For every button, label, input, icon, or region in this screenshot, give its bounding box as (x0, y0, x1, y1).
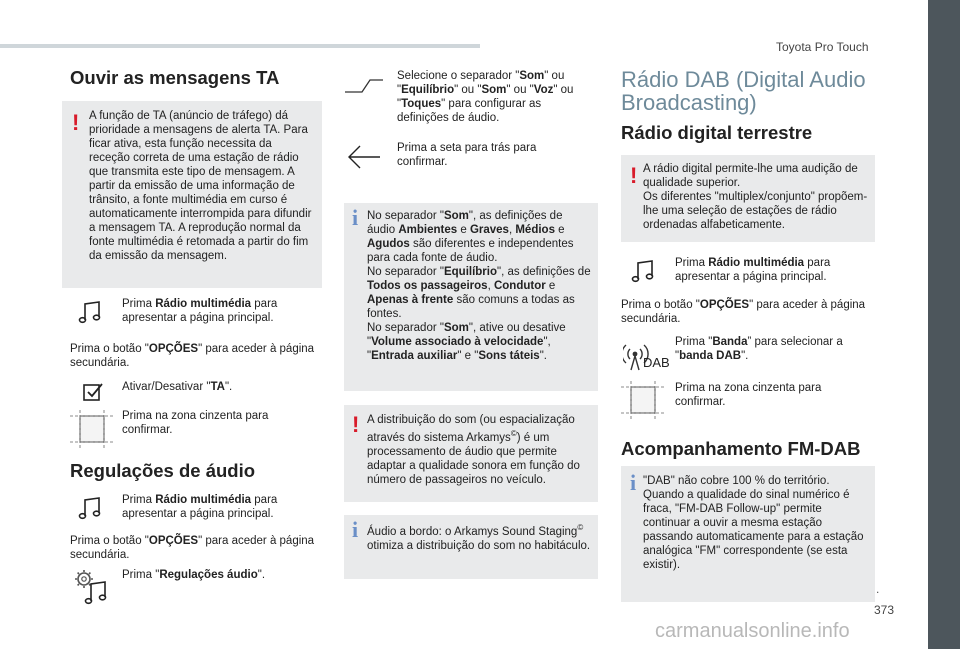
text: ) é um processamento de áudio que permite adaptar a qualidade sonora em função do número de passageiros no veículo. (367, 431, 580, 486)
text: , (508, 224, 516, 236)
step-options (70, 342, 320, 370)
text: , (487, 280, 494, 292)
grey-zone-icon (70, 410, 114, 448)
info-icon: i (352, 205, 359, 230)
text: Prima " (675, 336, 713, 348)
info-text-sound (367, 209, 591, 363)
text: ", ative ou desative " (367, 322, 566, 348)
step-audio-settings (122, 568, 265, 582)
text: " ou " (397, 84, 574, 110)
text-bold: Rádio multimédia (155, 494, 252, 506)
warning-icon: ! (72, 110, 80, 135)
info-icon: i (352, 517, 359, 542)
side-tab (928, 0, 960, 649)
text: © (577, 523, 584, 532)
text: ". (224, 381, 233, 393)
text-bold: Apenas à frente (367, 294, 454, 306)
continue-dot: . (876, 582, 880, 596)
text: © (510, 429, 517, 438)
text-bold: Rádio multimédia (708, 257, 805, 269)
text: Prima o botão " (70, 343, 149, 355)
warning-icon: ! (630, 163, 638, 188)
watermark: carmanualsonline.info (655, 620, 850, 642)
text: Prima (122, 298, 156, 310)
music-note-icon (76, 298, 104, 326)
text: No separador " (367, 210, 444, 222)
text-bold: Som (481, 84, 507, 96)
text: " para aceder à página secundária. (70, 535, 315, 561)
text: são diferentes e independentes para cada fonte de áudio. (367, 238, 574, 264)
text: " ou " (397, 70, 565, 96)
tab-icon (344, 76, 384, 96)
text: ", " (367, 336, 551, 362)
text: Os diferentes "multiplex/conjunto" propõem-lhe uma seleção de estações de rádio ordenadas alfabeticamente. (643, 191, 868, 231)
step-back-confirm: Prima a seta para trás para confirmar. (397, 142, 537, 168)
step-toggle-ta (122, 380, 232, 394)
text-bold: Toques (401, 98, 442, 110)
text-bold: TA (210, 381, 225, 393)
warning-text-ta: A função de TA (anúncio de tráfego) dá prioridade a mensagens de alerta TA. Para ficar ativa, esta função necessita da receção correta de uma estação de rádio que transmita este tipo de mensagem. A partir da emissão de uma informação de trânsito, a fonte multimédia em curso é automaticamente interrompida para difundir a mensagem TA. A reprodução normal da fonte multimédia é retomada a partir do fim da emissão da mensagem. (89, 110, 312, 262)
warning-text-arkamys (367, 413, 591, 487)
grey-zone-icon (621, 381, 665, 419)
text: ” para selecionar a " (675, 336, 843, 362)
text: " ou " (506, 84, 534, 96)
music-note-icon (629, 257, 657, 285)
text: No separador " (367, 322, 444, 334)
text: e (554, 224, 565, 236)
text: Prima o botão " (621, 299, 700, 311)
dab-icon-label: DAB (643, 355, 670, 370)
text: A distribuição do som (ou espacialização através do sistema Arkamys (367, 414, 575, 444)
step-band (675, 335, 875, 363)
running-header: Toyota Pro Touch (776, 40, 869, 54)
info-icon: i (630, 470, 637, 495)
text-bold: Regulações áudio (159, 569, 258, 581)
checkbox-icon (82, 381, 104, 403)
text-bold: banda DAB (679, 350, 742, 362)
step-confirm-ta: Prima na zona cinzenta para confirmar. (122, 410, 269, 436)
text-bold: Médios (515, 224, 555, 236)
text: para apresentar a página principal. (675, 257, 831, 283)
text: " para aceder à página secundária. (621, 299, 866, 325)
text-bold: Todos os passageiros (367, 280, 488, 292)
step-confirm-dab: Prima na zona cinzenta para confirmar. (675, 382, 822, 408)
page-number: 373 (874, 603, 895, 617)
text: " para configurar as definições de áudio. (397, 98, 542, 124)
text: Prima " (122, 569, 160, 581)
text-bold: Voz (533, 84, 554, 96)
step-open-radio-dab (675, 256, 875, 284)
text: Áudio a bordo: o Arkamys Sound Staging (367, 525, 578, 538)
text: No separador " (367, 266, 444, 278)
text: Prima o botão " (70, 535, 149, 547)
text: ", as definições de (497, 266, 591, 278)
text-bold: Volume associado à velocidade (371, 336, 544, 348)
section-title-dab: Rádio DAB (Digital Audio Broadcasting) (621, 67, 866, 115)
text-bold: Condutor (493, 280, 546, 292)
step-options-dab (621, 298, 871, 326)
text: ", as definições de áudio (367, 210, 563, 236)
text-bold: Entrada auxiliar (371, 350, 458, 362)
text-bold: Som (443, 210, 469, 222)
text: Prima (122, 494, 156, 506)
text-bold: OPÇÕES (148, 535, 199, 547)
info-text-fm-dab: "DAB" não cobre 100 % do território. Quando a qualidade do sinal numérico é fraca, "FM-DAB Follow-up" permite continuar a ouvir a mesma estação passando automaticamente para a estação analógica "FM" correspondente (se esta existir). (643, 475, 864, 571)
text-bold: Banda (712, 336, 748, 348)
section-title-ta: Ouvir as mensagens TA (70, 67, 280, 88)
text-bold: Rádio multimédia (155, 298, 252, 310)
text: e (457, 224, 470, 236)
warning-icon: ! (352, 412, 360, 437)
text-bold: Equilíbrio (443, 266, 497, 278)
text: " ou " (454, 84, 482, 96)
text-bold: Ambientes (398, 224, 458, 236)
text: Selecione o separador " (397, 70, 520, 82)
step-open-radio-2 (122, 493, 322, 521)
text-bold: Agudos (367, 238, 410, 250)
audio-settings-icon (74, 568, 110, 606)
text-bold: Equilíbrio (401, 84, 455, 96)
info-text-arkamys (367, 521, 591, 553)
section-title-audio: Regulações de áudio (70, 460, 256, 481)
text-bold: OPÇÕES (148, 343, 199, 355)
music-note-icon (76, 494, 104, 522)
text: A rádio digital permite-lhe uma audição de qualidade superior. (643, 163, 858, 189)
top-rule (0, 44, 480, 48)
text-bold: Sons táteis (478, 350, 540, 362)
text: Ativar/Desativar " (122, 381, 211, 393)
text: Prima (675, 257, 709, 269)
text: ". (539, 350, 547, 362)
text-bold: OPÇÕES (699, 299, 750, 311)
text: para apresentar a página principal. (122, 298, 278, 324)
text: para apresentar a página principal. (122, 494, 278, 520)
step-options-2 (70, 534, 320, 562)
step-select-tab (397, 69, 592, 125)
text-bold: Som (443, 322, 469, 334)
text: " e " (457, 350, 479, 362)
warning-text-dab (643, 162, 871, 232)
text: otimiza a distribuição do som no habitáculo. (367, 539, 591, 552)
text: ". (741, 350, 749, 362)
text: " para aceder à página secundária. (70, 343, 315, 369)
text: e (545, 280, 556, 292)
text-bold: Som (519, 70, 545, 82)
text-bold: Graves (469, 224, 509, 236)
text: ". (257, 569, 266, 581)
section-subtitle-terrestrial: Rádio digital terrestre (621, 122, 813, 143)
back-arrow-icon (346, 142, 382, 172)
text: são comuns a todas as fontes. (367, 294, 575, 320)
step-open-radio (122, 297, 322, 325)
section-title-fm-dab: Acompanhamento FM-DAB (621, 438, 861, 459)
